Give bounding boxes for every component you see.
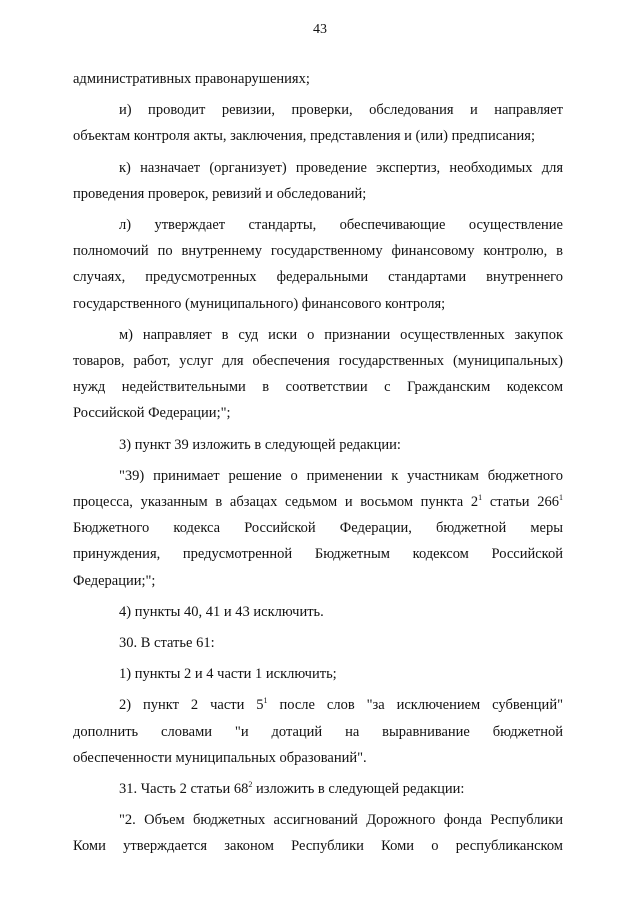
text-line: "39) принимает решение о применении к участникам бюджетного [119, 467, 563, 484]
text-line: Коми утверждается законом Республики Коми о республиканском [73, 838, 563, 855]
text-line: нужд недействительными в соответствии с Гражданским кодексом [73, 379, 563, 396]
text-line: товаров, работ, услуг для обеспечения государственных (муниципальных) [73, 353, 563, 370]
text-line: Федерации;"; [73, 572, 156, 589]
text-line: административных правонарушениях; [73, 71, 310, 87]
superscript: 1 [263, 696, 268, 706]
text-line: дополнить словами "и дотаций на выравнивание бюджетной [73, 723, 563, 740]
text-line: обеспеченности муниципальных образований". [73, 749, 367, 766]
text-line: и) проводит ревизии, проверки, обследования и направляет [119, 102, 563, 119]
text-line: Бюджетного кодекса Российской Федерации, бюджетной меры [73, 520, 563, 537]
text-line: Российской Федерации;"; [73, 405, 231, 422]
superscript: 2 [248, 780, 253, 790]
text-line: государственного (муниципального) финансового контроля; [73, 295, 446, 312]
text-line: к) назначает (организует) проведение экспертиз, необходимых для [119, 159, 563, 176]
text-line: 2) пункт 2 части $5^1$ после слов "за исключением субвенций" [119, 696, 563, 714]
text-line: 1) пункты 2 и 4 части 1 исключить; [119, 666, 337, 683]
text-line: л) утверждает стандарты, обеспечивающие осуществление [119, 217, 563, 234]
text-line: случаях, предусмотренных федеральными стандартами внутреннего [73, 269, 563, 286]
text-line: 30. В статье 61: [119, 635, 215, 652]
text-line: м) направляет в суд иски о признании осуществленных закупок [119, 326, 563, 343]
superscript: 1 [559, 493, 563, 503]
text-line: "2. Объем бюджетных ассигнований Дорожного фонда Республики [119, 812, 563, 829]
superscript: 1 [478, 493, 483, 503]
text-line: 3) пункт 39 изложить в следующей редакции: [119, 436, 401, 453]
text-line: процесса, указанным в абзацах седьмом и восьмом пункта $2^1$ статьи $266^1$ [73, 493, 563, 511]
text-line: 31. Часть 2 статьи $68^2$ изложить в следующей редакции: [119, 780, 465, 798]
page-number: 43 [313, 22, 327, 37]
text-line: полномочий по внутреннему государственному финансовому контролю, в [73, 243, 563, 260]
text-line: 4) пункты 40, 41 и 43 исключить. [119, 603, 324, 620]
document-body [73, 66, 563, 860]
text-line: проведения проверок, ревизий и обследований; [73, 185, 367, 202]
text-line: объектам контроля акты, заключения, представления и (или) предписания; [73, 128, 535, 145]
text-line: принуждения, предусмотренной Бюджетным кодексом Российской [73, 546, 563, 563]
